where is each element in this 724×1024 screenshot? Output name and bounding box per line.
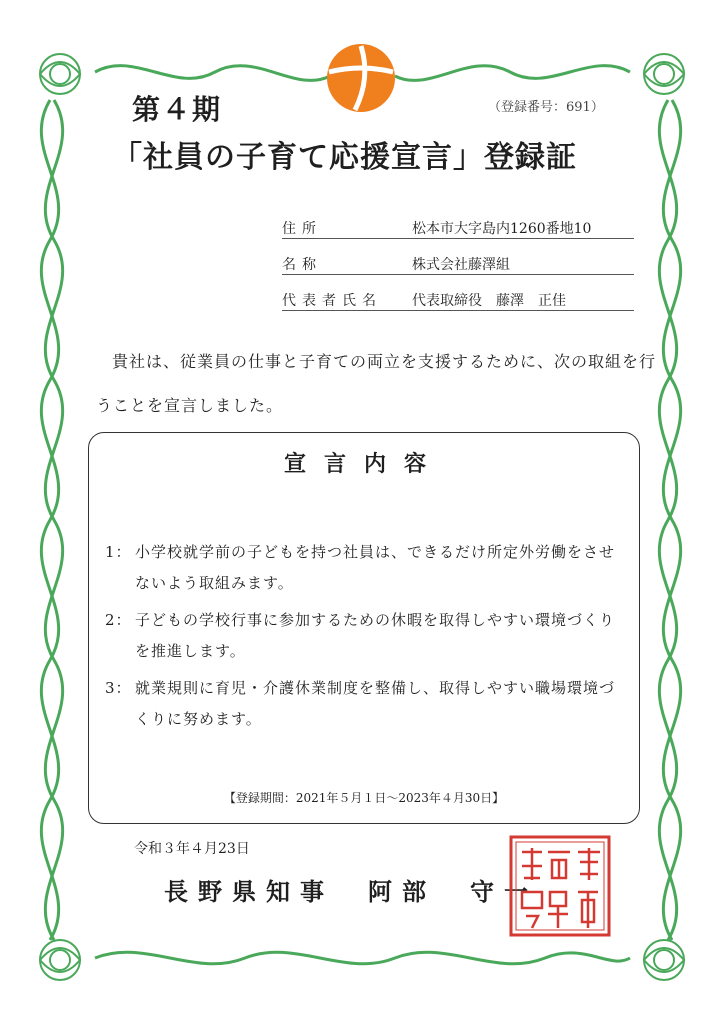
item-text: 小学校就学前の子どもを持つ社員は、できるだけ所定外労働をさせないよう取組みます。 [135,543,616,592]
name-row [282,252,634,275]
declaration-box [88,432,640,824]
official-seal-icon [508,834,612,938]
issuer-name: 長野県知事 阿部 守一 [164,877,538,906]
representative-row [282,288,634,311]
item-number: 2： [105,611,132,629]
representative-value: 代表取締役 藤澤 正佳 [412,293,566,309]
declaration-item [105,537,625,599]
intro-text: 貴社は、従業員の仕事と子育ての両立を支援するために、次の取組を行うことを宣言しました。 [96,352,657,415]
declaration-item [105,673,625,735]
item-number: 3： [105,679,132,697]
declaration-list [105,537,625,741]
edition-label: 第４期 [132,93,223,126]
item-text: 就業規則に育児・介護休業制度を整備し、取得しやすい職場環境づくりに努めます。 [135,679,616,728]
address-label: 住所 [282,221,322,237]
item-text: 子どもの学校行事に参加するための休暇を取得しやすい環境づくりを推進します。 [135,611,616,660]
logo-icon [325,42,397,114]
declaration-item [105,605,625,667]
name-label: 名称 [282,257,322,273]
address-row [282,216,634,239]
page-title: 「社員の子育て応援宣言」登録証 [112,140,577,175]
declaration-heading: 宣言内容 [283,451,444,477]
item-number: 1： [105,543,132,561]
name-value: 株式会社藤澤組 [412,257,510,273]
registration-period: 【登録期間：2021年５月１日～2023年４月30日】 [223,791,505,805]
registration-number: （登録番号：691） [488,100,604,115]
address-value: 松本市大字島内1260番地10 [412,221,592,237]
representative-label: 代表者氏名 [282,293,382,309]
issue-date: 令和３年４月23日 [134,841,250,857]
